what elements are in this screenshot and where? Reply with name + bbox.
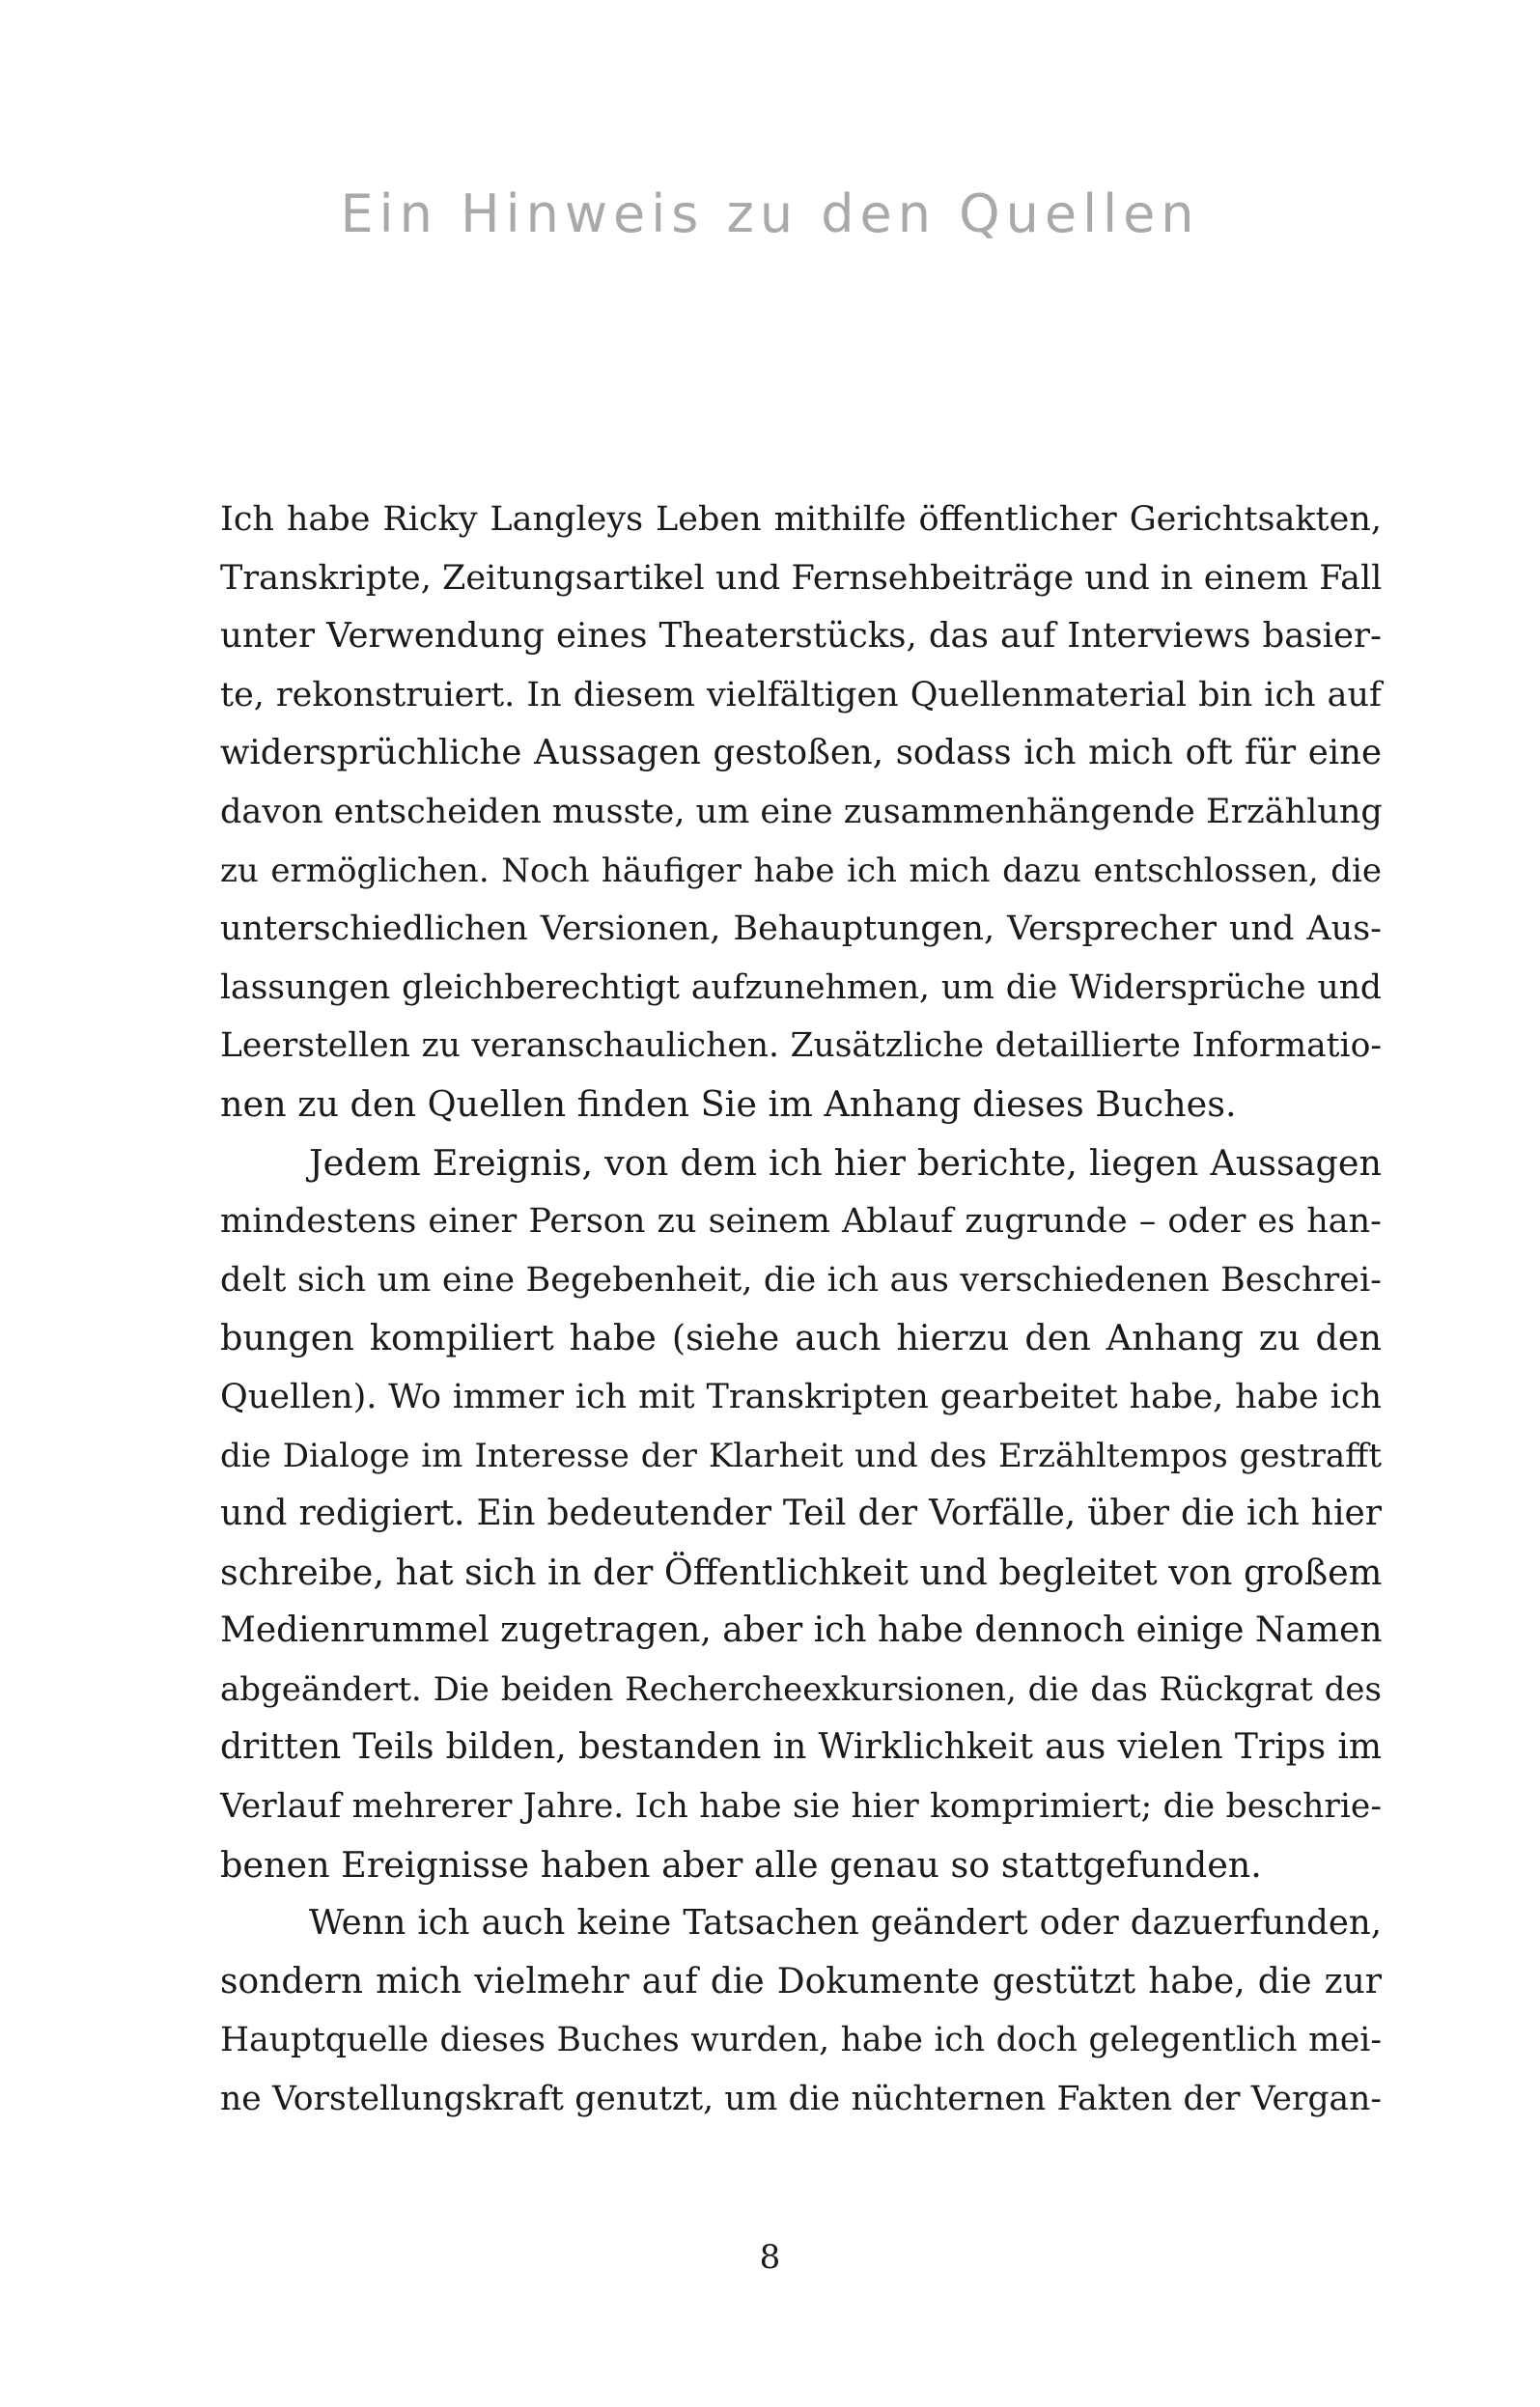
text-line: mindestens einer Person zu seinem Ablauf zugrunde – oder es han- xyxy=(220,1202,1382,1242)
text-line: unterschiedlichen Versionen, Behauptungen, Versprecher und Aus- xyxy=(220,910,1382,949)
text-line: ne Vorstellungskraft genutzt, um die nüchternen Fakten der Vergan- xyxy=(220,2080,1382,2119)
text-line: dritten Teils bilden, bestanden in Wirklichkeit aus vielen Trips im xyxy=(220,1727,1382,1768)
text-line: Jedem Ereignis, von dem ich hier berichte, liegen Aussagen xyxy=(309,1141,1382,1184)
text-line: lassungen gleichberechtigt aufzunehmen, um die Widersprüche und xyxy=(220,967,1382,1007)
text-line: Leerstellen zu veranschaulichen. Zusätzliche detaillierte Informatio- xyxy=(220,1026,1382,1066)
text-line: widersprüchliche Aussagen gestoßen, sodass ich mich oft für eine xyxy=(220,733,1382,773)
text-line: delt sich um eine Begebenheit, die ich aus verschiedenen Beschrei- xyxy=(220,1260,1382,1300)
text-line: die Dialoge im Interesse der Klarheit und des Erzähltempos gestrafft xyxy=(220,1436,1382,1475)
text-line: zu ermöglichen. Noch häufiger habe ich mich dazu entschlossen, die xyxy=(220,851,1382,890)
text-line: Medienrummel zugetragen, aber ich habe dennoch einige Namen xyxy=(220,1610,1383,1651)
text-line: und redigiert. Ein bedeutender Teil der Vorfälle, über die ich hier xyxy=(220,1494,1382,1534)
text-line: unter Verwendung eines Theaterstücks, das auf Interviews basier- xyxy=(220,616,1382,657)
text-line: Verlauf mehrerer Jahre. Ich habe sie hier komprimiert; die beschrie- xyxy=(220,1787,1382,1827)
text-line: nen zu den Quellen finden Sie im Anhang dieses Buches. xyxy=(220,1082,1237,1125)
text-line: Transkripte, Zeitungsartikel und Fernsehbeiträge und in einem Fall xyxy=(220,558,1383,598)
body-text xyxy=(220,490,1382,2129)
text-line: Wenn ich auch keine Tatsachen geändert oder dazuerfunden, xyxy=(309,1903,1382,1944)
text-line: sondern mich vielmehr auf die Dokumente gestützt habe, die zur xyxy=(220,1961,1382,2001)
text-line: benen Ereignisse haben aber alle genau so stattgefunden. xyxy=(220,1843,1262,1886)
page-number: 8 xyxy=(759,2238,781,2277)
text-line: bungen kompiliert habe (siehe auch hierzu den Anhang zu den xyxy=(220,1317,1382,1359)
chapter-title: Ein Hinweis zu den Quellen xyxy=(340,183,1200,244)
text-line: Hauptquelle dieses Buches wurden, habe ich doch gelegentlich mei- xyxy=(220,2021,1382,2060)
text-line: davon entscheiden musste, um eine zusammenhängende Erzählung xyxy=(220,792,1383,831)
text-line: schreibe, hat sich in der Öffentlichkeit und begleitet von großem xyxy=(220,1551,1383,1593)
text-line: te, rekonstruiert. In diesem vielfältigen Quellenmaterial bin ich auf xyxy=(220,675,1382,714)
text-line: abgeändert. Die beiden Rechercheexkursionen, die das Rückgrat des xyxy=(220,1669,1382,1709)
text-line: Quellen). Wo immer ich mit Transkripten gearbeitet habe, habe ich xyxy=(220,1377,1382,1416)
text-line: Ich habe Ricky Langleys Leben mithilfe öffentlicher Gerichtsakten, xyxy=(220,500,1382,539)
